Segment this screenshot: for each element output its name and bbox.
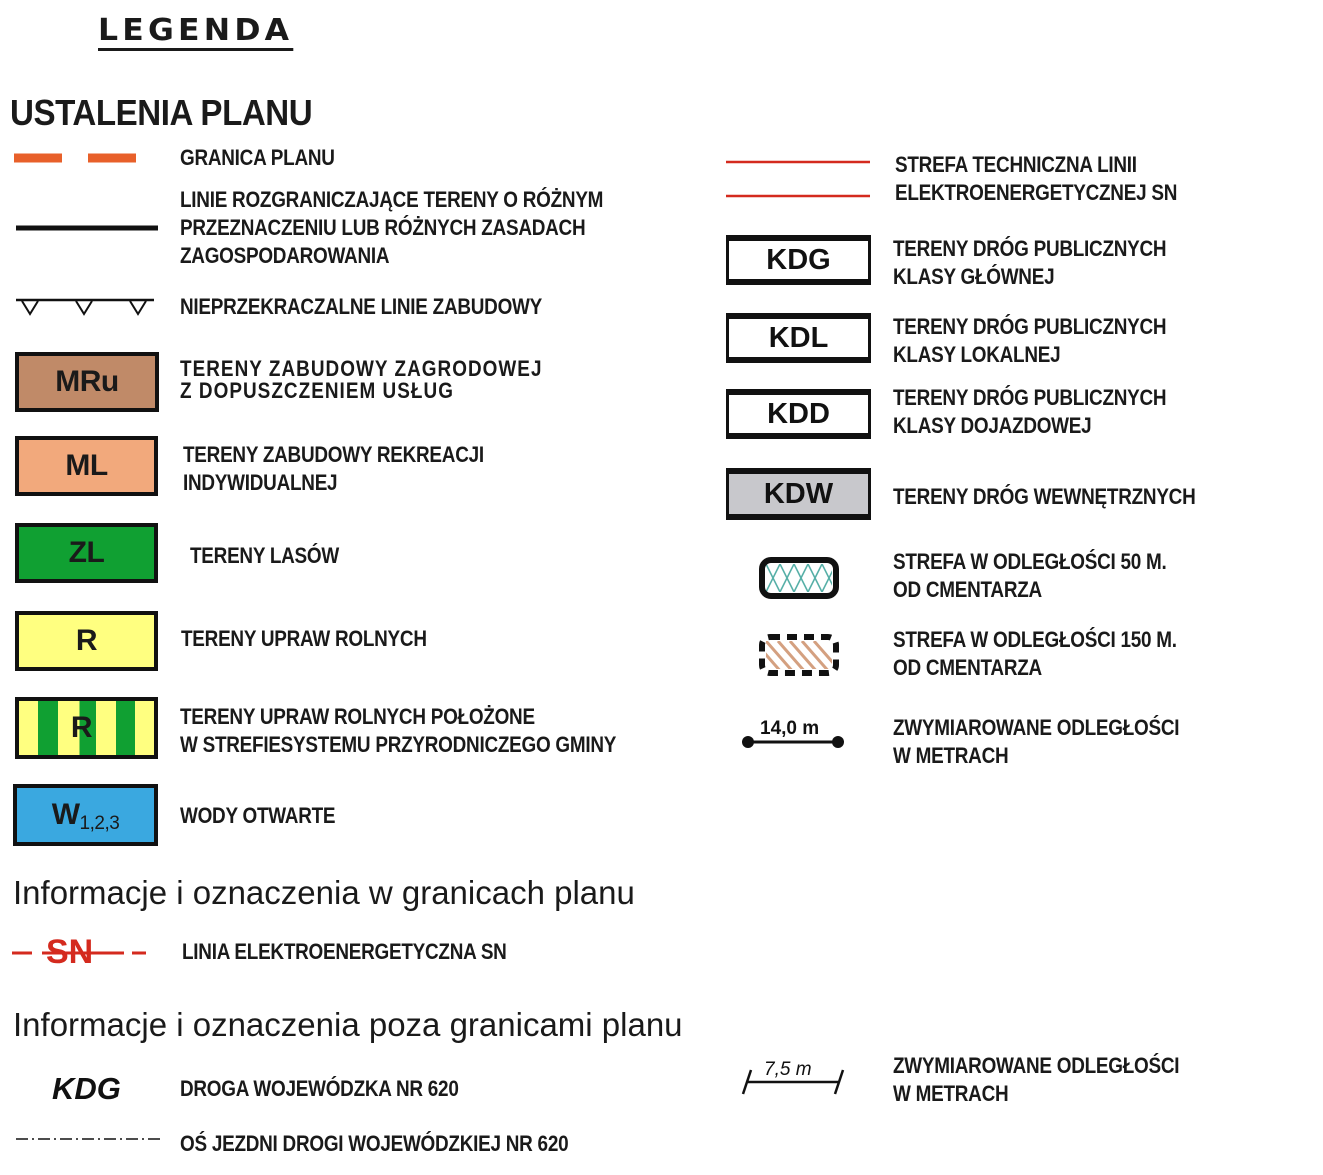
legend-label-building-line: NIEPRZEKRACZALNE LINIE ZABUDOWY (180, 294, 542, 319)
building-line-symbol (16, 296, 156, 318)
legend-label-r-striped: TERENY UPRAW ROLNYCH POŁOŻONE W STREFIESYSTEMU PRZYRODNICZEGO GMINY (180, 704, 617, 757)
legend-label-zl: TERENY LASÓW (190, 543, 339, 568)
legend-label-voivodeship-road: DROGA WOJEWÓDZKA NR 620 (180, 1076, 459, 1101)
swatch-mru (15, 352, 159, 412)
swatch-zl (15, 523, 158, 583)
swatch-code: KDG (766, 243, 831, 276)
legend-label-road-axis: OŚ JEZDNI DROGI WOJEWÓDZKIEJ NR 620 (180, 1131, 569, 1156)
power-line-code: SN (46, 933, 94, 971)
legend-label-ml: TERENY ZABUDOWY REKREACJI INDYWIDUALNEJ (183, 442, 484, 495)
dimension-value: 14,0 m (760, 718, 820, 739)
legend-title: LEGENDA (98, 14, 293, 51)
swatch-code: ZL (68, 536, 105, 569)
swatch-r (15, 611, 158, 671)
swatch-code: R (75, 624, 98, 657)
swatch-code: KDL (768, 321, 829, 354)
road-axis-symbol (16, 1134, 161, 1144)
swatch-code: ML (65, 449, 108, 482)
swatch-w (13, 784, 158, 846)
legend-label-kdw: TERENY DRÓG WEWNĘTRZNYCH (893, 484, 1196, 509)
swatch-ml (15, 436, 158, 496)
legend-label-kdd: TERENY DRÓG PUBLICZNYCH KLASY DOJAZDOWEJ (893, 385, 1167, 438)
swatch-code: KDD (767, 397, 830, 430)
dimension-outside-value: 7,5 m (764, 1059, 812, 1080)
swatch-kdl (726, 313, 871, 363)
swatch-r-striped (15, 697, 158, 759)
section-title-plan: USTALENIA PLANU (10, 92, 313, 133)
swatch-code (52, 798, 120, 832)
legend-label-water: WODY OTWARTE (180, 803, 336, 828)
legend-label-power-zone: STREFA TECHNICZNA LINII ELEKTROENERGETYCZNEJ SN (895, 152, 1178, 205)
legend-label-r: TERENY UPRAW ROLNYCH (181, 626, 427, 651)
dividing-line-symbol (16, 222, 161, 234)
plan-boundary-symbol (14, 150, 139, 166)
legend-label-plan-boundary: GRANICA PLANU (180, 145, 335, 170)
swatch-kdg (726, 235, 871, 285)
cemetery-50m-symbol (758, 556, 840, 600)
legend-label-cemetery-150m: STREFA W ODLEGŁOŚCI 150 M. OD CMENTARZA (893, 627, 1177, 680)
legend-label-kdl: TERENY DRÓG PUBLICZNYCH KLASY LOKALNEJ (893, 314, 1167, 367)
legend-label-dividing-lines: LINIE ROZGRANICZAJĄCE TERENY O RÓŻNYM PRZEZNACZENIU LUB RÓŻNYCH ZASADACH ZAGOSPODAROWANIA (180, 187, 604, 268)
legend-label-mru: TERENY ZABUDOWY ZAGRODOWEJ Z DOPUSZCZENIEM USŁUG (180, 356, 543, 403)
swatch-kdw (726, 468, 871, 520)
legend-label-power-line: LINIA ELEKTROENERGETYCZNA SN (182, 939, 507, 964)
swatch-code: R (70, 711, 93, 744)
cemetery-150m-symbol (758, 633, 840, 677)
legend-label-kdg: TERENY DRÓG PUBLICZNYCH KLASY GŁÓWNEJ (893, 236, 1167, 289)
legend-label-dimensions: ZWYMIAROWANE ODLEGŁOŚCI W METRACH (893, 715, 1180, 768)
swatch-kdd (726, 389, 871, 439)
legend-label-dimensions-outside: ZWYMIAROWANE ODLEGŁOŚCI W METRACH (893, 1053, 1180, 1106)
voivodeship-road-code: KDG (52, 1071, 121, 1106)
power-zone-symbol (726, 158, 872, 202)
swatch-code-main: W (51, 798, 80, 831)
swatch-code-sub: 1,2,3 (79, 813, 120, 834)
section-title-info-out: Informacje i oznaczenia poza granicami planu (13, 1006, 683, 1043)
swatch-code: KDW (763, 477, 834, 510)
swatch-code: MRu (55, 365, 119, 398)
legend-label-cemetery-50m: STREFA W ODLEGŁOŚCI 50 M. OD CMENTARZA (893, 549, 1167, 602)
section-title-info-in: Informacje i oznaczenia w granicach planu (13, 874, 635, 911)
